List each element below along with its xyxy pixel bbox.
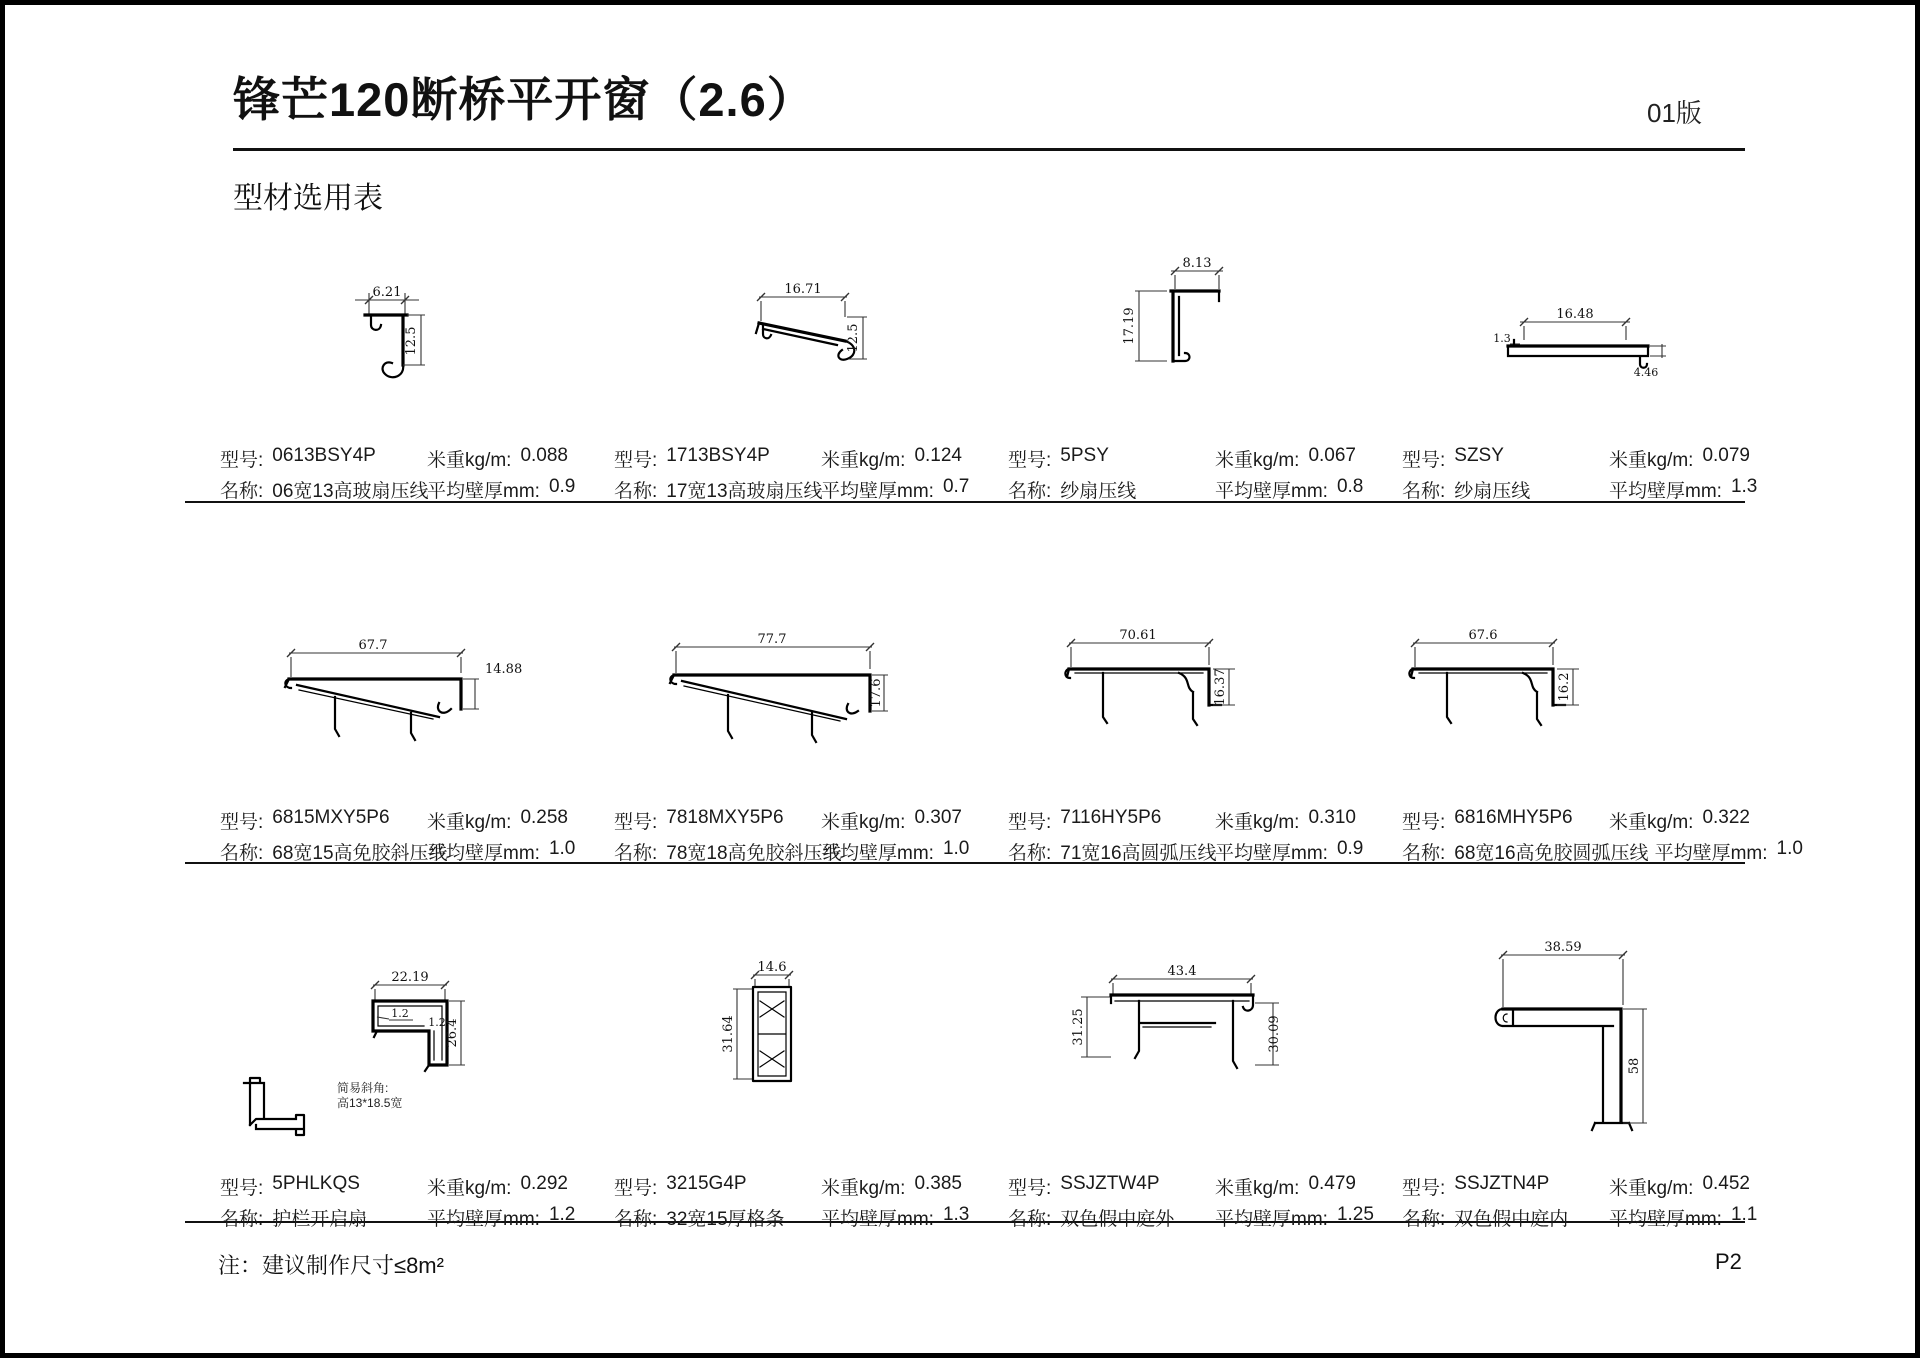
dim-label: 17.19 bbox=[1122, 307, 1137, 345]
version-label: 01版 bbox=[1647, 98, 1702, 128]
spec-block-5PSY bbox=[1008, 443, 1364, 505]
weight-label: 米重kg/m: bbox=[427, 450, 512, 471]
profile-drawing-SSJZTW4P bbox=[1073, 963, 1288, 1098]
weight-value: 0.258 bbox=[520, 807, 568, 828]
dim-label: 22.19 bbox=[391, 970, 429, 985]
name-value: 17宽13高玻扇压线 bbox=[666, 481, 823, 502]
dim-label: 70.61 bbox=[1119, 628, 1157, 643]
dim-label: 1.2 bbox=[428, 1016, 446, 1029]
name-label: 名称: bbox=[614, 1209, 658, 1230]
name-value: 双色假中庭内 bbox=[1454, 1209, 1569, 1230]
model-value: 6816MHY5P6 bbox=[1454, 807, 1573, 828]
thickness-value: 1.3 bbox=[942, 1204, 970, 1225]
dim-label: 8.13 bbox=[1182, 256, 1212, 271]
profile-drawing-6816MHY5P6 bbox=[1403, 627, 1638, 742]
model-value: 7818MXY5P6 bbox=[666, 807, 784, 828]
model-value: 5PSY bbox=[1060, 445, 1109, 466]
section-subtitle: 型材选用表 bbox=[233, 182, 383, 215]
model-value: 1713BSY4P bbox=[666, 445, 770, 466]
dim-label: 38.59 bbox=[1544, 940, 1582, 955]
model-value: SSJZTW4P bbox=[1060, 1173, 1160, 1194]
model-label: 型号: bbox=[614, 450, 658, 471]
spec-block-3215G4P bbox=[614, 1171, 970, 1233]
thickness-value: 0.9 bbox=[548, 476, 576, 497]
thickness-label: 平均壁厚mm: bbox=[427, 1209, 540, 1230]
profile-drawing-3215G4P bbox=[721, 957, 822, 1097]
dim-label: 14.88 bbox=[485, 662, 523, 677]
weight-label: 米重kg/m: bbox=[1215, 1178, 1300, 1199]
profile-drawing-SSJZTN4P bbox=[1483, 935, 1678, 1150]
profile-drawing-6815MXY5P6 bbox=[273, 633, 523, 753]
spec-block-SZSY bbox=[1402, 443, 1758, 505]
model-label: 型号: bbox=[1402, 1178, 1446, 1199]
dim-label: 26.4 bbox=[445, 1018, 460, 1048]
model-label: 型号: bbox=[1008, 812, 1052, 833]
weight-value: 0.310 bbox=[1308, 807, 1356, 828]
dim-label: 16.2 bbox=[1557, 672, 1572, 702]
profile-drawing-7116HY5P6 bbox=[1063, 627, 1298, 742]
weight-value: 0.067 bbox=[1308, 445, 1356, 466]
name-label: 名称: bbox=[1402, 1209, 1446, 1230]
name-value: 68宽15高免胶斜压线 bbox=[272, 843, 448, 864]
thickness-label: 平均壁厚mm: bbox=[1654, 843, 1768, 864]
dim-label: 31.64 bbox=[721, 1015, 736, 1053]
profile-drawing-0613BSY4P bbox=[341, 257, 511, 387]
model-label: 型号: bbox=[1008, 450, 1052, 471]
model-value: 3215G4P bbox=[666, 1173, 747, 1194]
name-value: 32宽15厚格条 bbox=[666, 1209, 785, 1230]
name-value: 护栏开启扇 bbox=[272, 1209, 368, 1230]
name-label: 名称: bbox=[1008, 1209, 1052, 1230]
weight-value: 0.079 bbox=[1702, 445, 1750, 466]
profile-drawing-SZSY bbox=[1480, 300, 1680, 385]
corner-note-line2: 高13*18.5宽 bbox=[337, 1096, 403, 1110]
model-label: 型号: bbox=[1402, 450, 1446, 471]
dim-label: 30.09 bbox=[1267, 1015, 1282, 1053]
dim-label: 31.25 bbox=[1071, 1008, 1086, 1046]
spec-block-5PHLKQS bbox=[220, 1171, 576, 1233]
model-value: SZSY bbox=[1454, 445, 1504, 466]
weight-label: 米重kg/m: bbox=[427, 812, 512, 833]
weight-value: 0.124 bbox=[914, 445, 962, 466]
profile-drawing-5PHLKQS bbox=[343, 967, 503, 1082]
name-label: 名称: bbox=[614, 843, 658, 864]
thickness-value: 1.0 bbox=[942, 838, 970, 859]
thickness-value: 1.0 bbox=[1776, 838, 1803, 859]
weight-label: 米重kg/m: bbox=[821, 1178, 906, 1199]
name-value: 78宽18高免胶斜压线 bbox=[666, 843, 842, 864]
name-label: 名称: bbox=[1402, 481, 1446, 502]
thickness-label: 平均壁厚mm: bbox=[1215, 481, 1328, 502]
spec-block-0613BSY4P bbox=[220, 443, 576, 505]
thickness-label: 平均壁厚mm: bbox=[821, 481, 934, 502]
weight-label: 米重kg/m: bbox=[1609, 450, 1694, 471]
name-label: 名称: bbox=[220, 481, 264, 502]
weight-value: 0.088 bbox=[520, 445, 568, 466]
thickness-value: 1.0 bbox=[548, 838, 576, 859]
name-value: 双色假中庭外 bbox=[1060, 1209, 1175, 1230]
weight-value: 0.385 bbox=[914, 1173, 962, 1194]
profile-drawing-7818MXY5P6 bbox=[660, 627, 920, 752]
weight-label: 米重kg/m: bbox=[821, 450, 906, 471]
weight-value: 0.479 bbox=[1308, 1173, 1356, 1194]
corner-note bbox=[337, 1081, 402, 1111]
model-label: 型号: bbox=[614, 1178, 658, 1199]
page-title: 锋芒120断桥平开窗（2.6） bbox=[233, 73, 815, 126]
dim-label: 4.46 bbox=[1633, 366, 1659, 379]
dim-label: 14.6 bbox=[757, 960, 787, 975]
model-value: 0613BSY4P bbox=[272, 445, 376, 466]
footer-note: 注：建议制作尺寸≤8m² bbox=[218, 1253, 444, 1278]
spec-block-6816MHY5P6 bbox=[1402, 805, 1803, 867]
weight-value: 0.452 bbox=[1702, 1173, 1750, 1194]
spec-block-6815MXY5P6 bbox=[220, 805, 576, 867]
weight-label: 米重kg/m: bbox=[1215, 812, 1300, 833]
model-label: 型号: bbox=[614, 812, 658, 833]
corner-joint-drawing bbox=[230, 1073, 315, 1153]
name-label: 名称: bbox=[1008, 843, 1052, 864]
spec-block-SSJZTN4P bbox=[1402, 1171, 1758, 1233]
thickness-label: 平均壁厚mm: bbox=[1215, 1209, 1328, 1230]
thickness-label: 平均壁厚mm: bbox=[1609, 481, 1722, 502]
model-value: 5PHLKQS bbox=[272, 1173, 360, 1194]
model-label: 型号: bbox=[220, 450, 264, 471]
thickness-label: 平均壁厚mm: bbox=[427, 481, 540, 502]
thickness-label: 平均壁厚mm: bbox=[1609, 1209, 1722, 1230]
weight-label: 米重kg/m: bbox=[427, 1178, 512, 1199]
dim-label: 43.4 bbox=[1167, 964, 1197, 979]
model-label: 型号: bbox=[220, 812, 264, 833]
dim-label: 16.48 bbox=[1556, 307, 1594, 322]
weight-value: 0.307 bbox=[914, 807, 962, 828]
dim-label: 12.5 bbox=[846, 323, 861, 353]
name-value: 71宽16高圆弧压线 bbox=[1060, 843, 1217, 864]
dim-label: 67.7 bbox=[358, 638, 388, 653]
thickness-label: 平均壁厚mm: bbox=[821, 1209, 934, 1230]
thickness-value: 0.9 bbox=[1336, 838, 1364, 859]
corner-note-line1: 简易斜角: bbox=[337, 1081, 389, 1095]
dim-label: 77.7 bbox=[757, 632, 787, 647]
profile-drawing-1713BSY4P bbox=[747, 267, 932, 382]
title-underline bbox=[233, 148, 1745, 151]
dim-label: 67.6 bbox=[1468, 628, 1498, 643]
spec-block-7116HY5P6 bbox=[1008, 805, 1364, 867]
weight-label: 米重kg/m: bbox=[1609, 1178, 1694, 1199]
model-value: 7116HY5P6 bbox=[1060, 807, 1162, 828]
dim-label: 17.6 bbox=[869, 678, 884, 708]
spec-block-7818MXY5P6 bbox=[614, 805, 970, 867]
dim-label: 16.71 bbox=[784, 282, 822, 297]
weight-value: 0.322 bbox=[1702, 807, 1750, 828]
name-label: 名称: bbox=[1402, 843, 1446, 864]
name-value: 68宽16高免胶圆弧压线 bbox=[1454, 843, 1649, 864]
model-value: 6815MXY5P6 bbox=[272, 807, 390, 828]
model-label: 型号: bbox=[1008, 1178, 1052, 1199]
thickness-value: 0.8 bbox=[1336, 476, 1364, 497]
spec-block-SSJZTW4P bbox=[1008, 1171, 1374, 1233]
weight-label: 米重kg/m: bbox=[1609, 812, 1694, 833]
dim-label: 12.5 bbox=[404, 326, 419, 356]
thickness-label: 平均壁厚mm: bbox=[821, 843, 934, 864]
name-label: 名称: bbox=[220, 1209, 264, 1230]
model-label: 型号: bbox=[1402, 812, 1446, 833]
name-value: 纱扇压线 bbox=[1060, 481, 1137, 502]
thickness-label: 平均壁厚mm: bbox=[427, 843, 540, 864]
thickness-value: 1.2 bbox=[548, 1204, 576, 1225]
thickness-value: 1.3 bbox=[1730, 476, 1758, 497]
thickness-value: 0.7 bbox=[942, 476, 970, 497]
name-label: 名称: bbox=[614, 481, 658, 502]
dim-label: 16.37 bbox=[1213, 668, 1228, 706]
weight-label: 米重kg/m: bbox=[1215, 450, 1300, 471]
profile-drawing-5PSY bbox=[1123, 245, 1258, 380]
dim-label: 58 bbox=[1627, 1057, 1642, 1075]
name-label: 名称: bbox=[220, 843, 264, 864]
name-label: 名称: bbox=[1008, 481, 1052, 502]
name-value: 纱扇压线 bbox=[1454, 481, 1531, 502]
thickness-label: 平均壁厚mm: bbox=[1215, 843, 1328, 864]
model-label: 型号: bbox=[220, 1178, 264, 1199]
dim-label: 1.2 bbox=[391, 1007, 409, 1020]
dim-label: 1.3 bbox=[1493, 332, 1511, 345]
model-value: SSJZTN4P bbox=[1454, 1173, 1550, 1194]
page-number: P2 bbox=[1715, 1249, 1742, 1274]
spec-block-1713BSY4P bbox=[614, 443, 970, 505]
thickness-value: 1.1 bbox=[1730, 1204, 1758, 1225]
thickness-value: 1.25 bbox=[1336, 1204, 1374, 1225]
name-value: 06宽13高玻扇压线 bbox=[272, 481, 429, 502]
weight-value: 0.292 bbox=[520, 1173, 568, 1194]
dim-label: 6.21 bbox=[372, 285, 402, 300]
weight-label: 米重kg/m: bbox=[821, 812, 906, 833]
